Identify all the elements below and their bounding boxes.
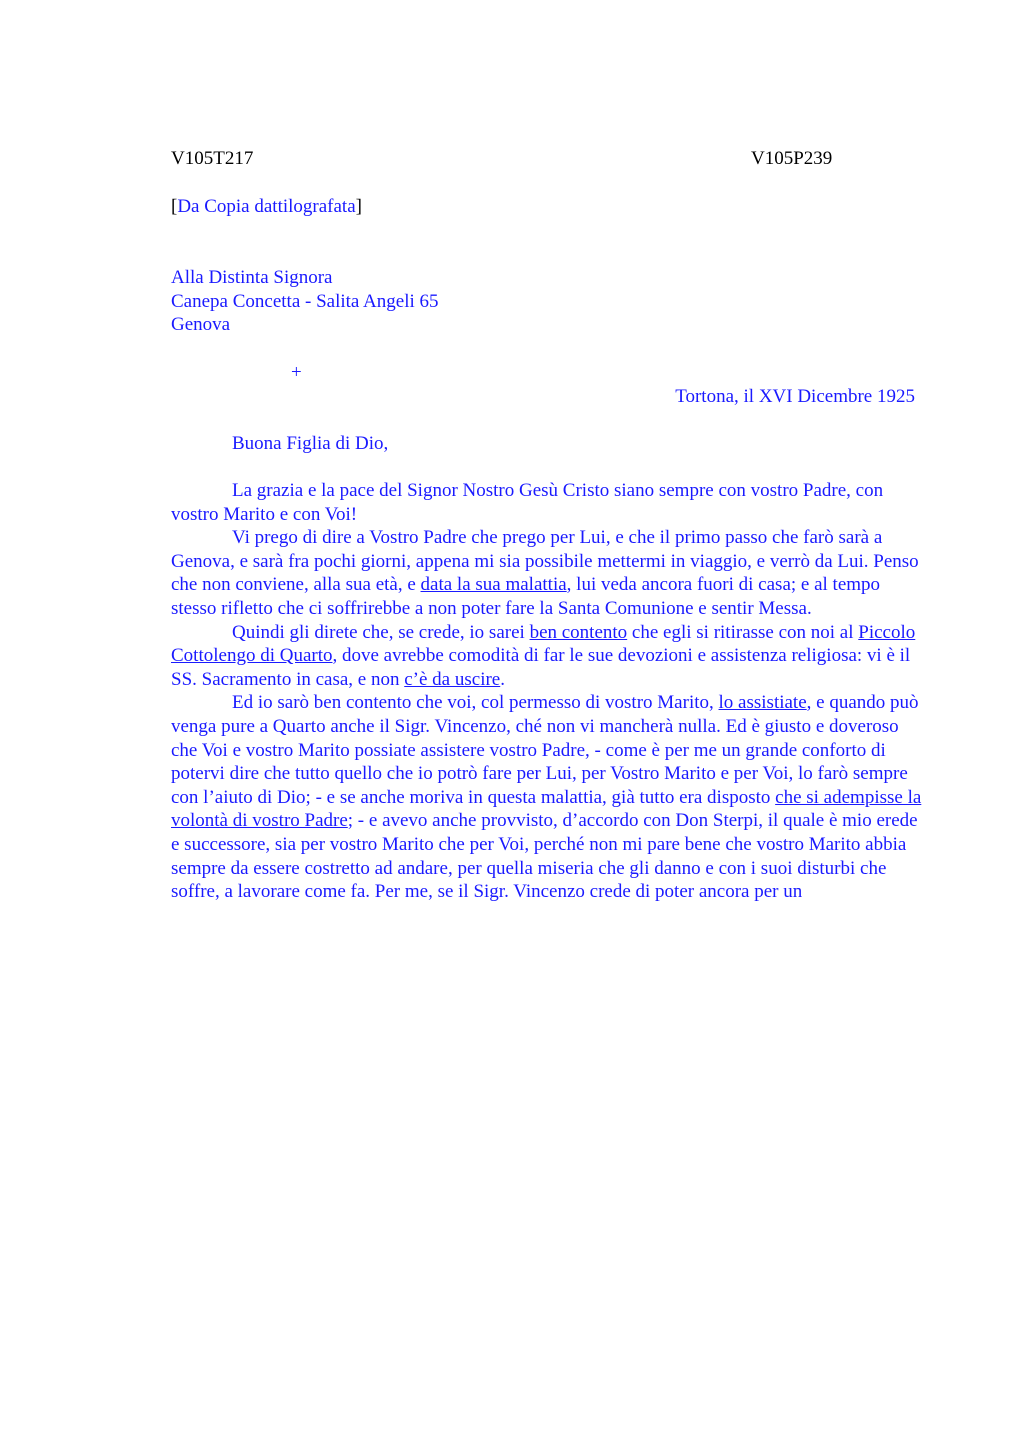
p2-text-1: Vi prego di dire a Vostro Padre che prego per Lui, e che il primo passo che farò sarà a Genova, e sarà fra pochi giorni, appena mi sia possibile mettermi in viaggio, e verrò da Lui. Penso che non conviene, alla sua età, e [171,527,919,596]
p3-underlined-2: Piccolo Cottolengo di Quarto [171,621,916,667]
salutation: Buona Figlia di Dio, [232,433,389,454]
address-line-3: Genova [171,314,231,336]
address-line-2: Canepa Concetta - Salita Angeli 65 [171,290,439,312]
p4-text-1: Ed io sarò ben contento che voi, col permesso di vostro Marito, [232,692,719,714]
p4-text-2: , e quando può venga pure a Quarto anche il Sigr. Vincenzo, ché non vi mancherà nulla. Ed è giusto e doveroso che Voi e vostro Marito possiate assistere vostro Padre, - come è per me un grande conforto di potervi dire che tutto quello che io potrò fare per Lui, per Vostro Marito e per Voi, lo farò sempre con l’aiuto di Dio; - e se anche moriva in questa malattia, già tutto era disposto [171,692,919,808]
p3-text-3: , dove avrebbe comodità di far le sue devozioni e assistenza religiosa: vi è il SS. Sacramento in casa, e non [171,645,911,690]
cross-symbol: + [291,362,302,383]
p3-text-4: . [500,668,505,690]
paragraph-4 [171,691,923,903]
source-note-close-bracket: ] [355,196,362,217]
p4-underlined-2: che si adempisse la volontà di vostro Padre [171,786,922,832]
p2-underlined-1: data la sua malattia [420,574,567,596]
p3-text-2: che egli si ritirasse con noi al [627,621,859,643]
p1-text: La grazia e la pace del Signor Nostro Gesù Cristo siano sempre con vostro Padre, con vostro Marito e con Voi! [171,480,884,525]
source-note-text: Da Copia dattilografata [177,196,356,217]
document-code-right: V105P239 [751,148,833,169]
p3-text-1: Quindi gli direte che, se crede, io sarei [232,621,530,643]
p4-text-3: ; - e avevo anche provvisto, d’accordo con Don Sterpi, il quale è mio erede e successore, sia per vostro Marito che per Voi, perché non mi pare bene che vostro Marito abbia sempre da essere costretto ad andare, per quella miseria che gli danno e con i suoi disturbi che soffre, a lavorare come fa. Per me, se il Sigr. Vincenzo crede di poter ancora per un [171,810,918,903]
recipient-address [171,266,439,337]
paragraph-2 [171,526,923,620]
p4-underlined-1: lo assistiate [718,692,807,714]
p3-underlined-3: c’è da uscire [404,668,501,690]
paragraph-1 [171,479,923,526]
p2-text-2: , lui veda ancora fuori di casa; e al tempo stesso rifletto che ci soffrirebbe a non poter fare la Santa Comunione e sentir Messa. [171,574,881,619]
paragraph-3 [171,621,923,692]
source-note-open-bracket: [ [171,196,178,217]
letter-body [171,479,923,904]
p3-underlined-1: ben contento [529,621,628,643]
place-date: Tortona, il XVI Dicembre 1925 [675,386,915,407]
source-note [171,195,362,219]
address-line-1: Alla Distinta Signora [171,267,333,288]
document-code-left: V105T217 [171,148,254,169]
